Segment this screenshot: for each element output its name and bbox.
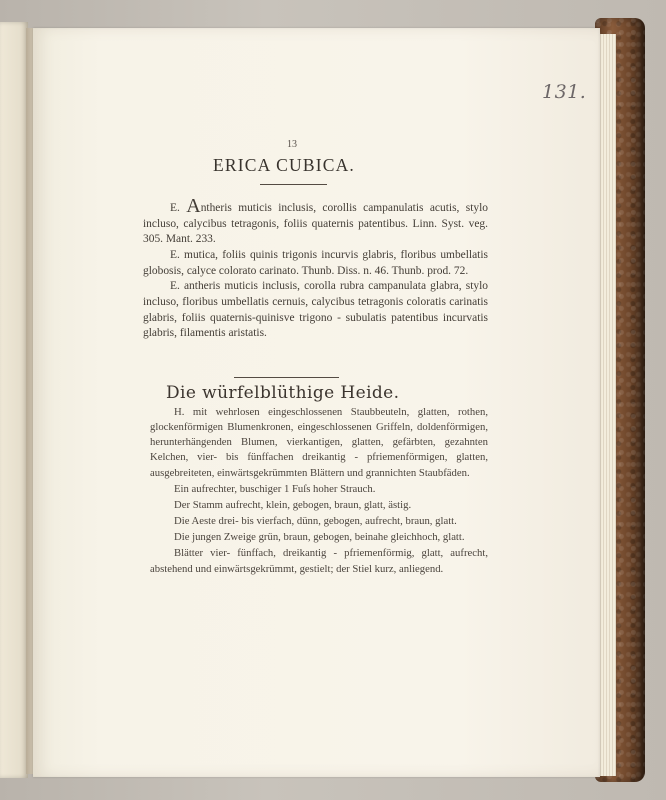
german-paragraph: H. mit wehrlosen eingeschlossenen Staubbeuteln, glatten, rothen, glockenförmigen Blumenkronen, eingeschlossenen Griffeln, doldenförmigen, herunterhängenden Blumen, vierkantigen, glatten, gefärbten, gezahnten Kelchen, vier- bis fünffachen dreikantig - pfriemenförmigen, glatten, ausgebreiteten, einwärtsgekrümmten Blättern und grannichten Staubfäden. xyxy=(150,406,488,479)
german-paragraph: Blätter vier- fünffach, dreikantig - pfriemenförmig, glatt, aufrecht, abstehend und einwärtsgekrümmt, gestielt; der Stiel kurz, anliegend. xyxy=(150,547,488,575)
latin-paragraph xyxy=(143,279,488,342)
german-title: Die würfelblüthige Heide. xyxy=(166,383,400,403)
drop-cap-letter: A xyxy=(186,195,201,217)
german-description xyxy=(150,405,488,577)
handwritten-page-number: 131. xyxy=(542,81,587,103)
latin-prefix: E. xyxy=(170,202,187,214)
title-rule xyxy=(260,184,327,185)
german-paragraph: Der Stamm aufrecht, klein, gebogen, braun, glatt, ästig. xyxy=(174,498,412,511)
german-paragraph: Die jungen Zweige grün, braun, gebogen, beinahe gleichhoch, glatt. xyxy=(174,531,465,544)
page-sheet xyxy=(33,28,600,777)
german-paragraph: Die Aeste drei- bis vierfach, dünn, gebogen, aufrecht, braun, glatt. xyxy=(174,515,457,528)
left-page-edge xyxy=(0,22,28,778)
latin-description xyxy=(143,195,488,342)
section-rule xyxy=(234,377,339,378)
page-edges xyxy=(598,34,616,776)
printed-page-number: 13 xyxy=(287,139,297,150)
latin-paragraph-text: ntheris muticis inclusis, corollis campanulatis acutis, stylo incluso, calycibus tetragonis, foliis quaternis patentibus. Linn. Syst. veg. 305. Mant. 233. xyxy=(143,202,488,246)
latin-paragraph xyxy=(143,248,488,279)
latin-paragraph-text: E. antheris muticis inclusis, corolla rubra campanulata glabra, stylo incluso, floribus umbellatis cernuis, calycibus tetragonis coloratis carinatis glabris, foliis quaternis-quinisve trigono - subulatis patentibus incurvatis glabris, filamentis aristatis. xyxy=(143,280,488,340)
latin-paragraph-text: E. mutica, foliis quinis trigonis incurvis glabris, floribus umbellatis globosis, calyce colorato carinato. Thunb. Diss. n. 46. Thunb. prod. 72. xyxy=(143,248,488,277)
species-title: ERICA CUBICA. xyxy=(213,155,356,175)
german-paragraph: Ein aufrechter, buschiger 1 Fuſs hoher Strauch. xyxy=(174,482,376,495)
latin-paragraph xyxy=(143,195,488,248)
